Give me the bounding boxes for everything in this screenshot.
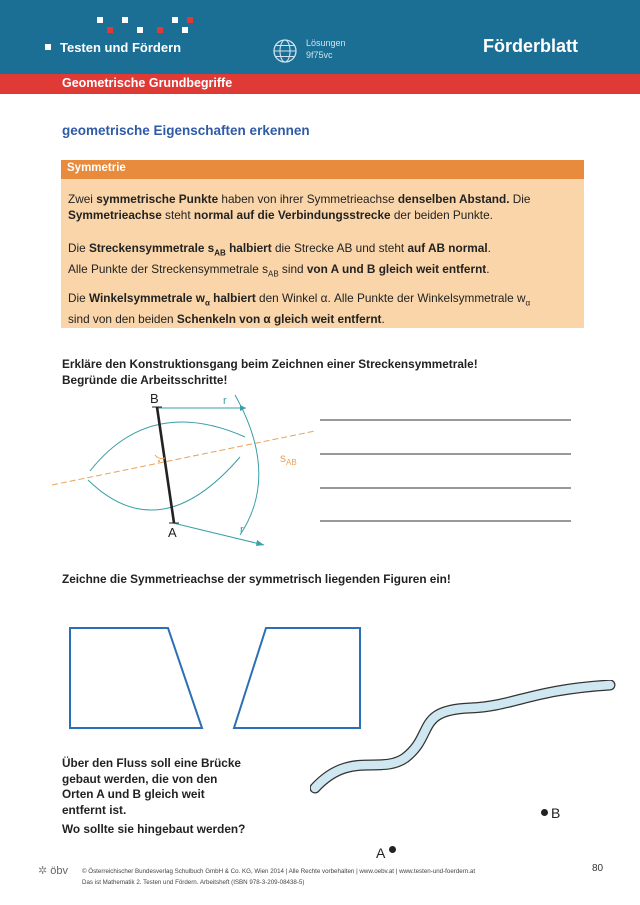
task-3-line: Über den Fluss soll eine Brücke <box>62 756 241 770</box>
trapezoid-left <box>70 628 202 728</box>
task-3-line: Orten A und B gleich weit <box>62 787 205 801</box>
info-paragraph-1: Zwei symmetrische Punkte haben von ihrer Symmetrieachse denselben Abstand. Die Symmetrieachse steht normal auf die Verbindungsstrecke der beiden Punkte. <box>68 192 531 222</box>
task-1-instructions <box>62 356 582 388</box>
river-bank <box>315 685 610 788</box>
footer-isbn: Das ist Mathematik 2. Testen und Fördern. Arbeitsheft (ISBN 978-3-209-08438-5) <box>82 879 305 886</box>
label-s: $s_{AB}$ <box>280 451 297 467</box>
info-paragraph-2: Die Streckensymmetrale $s_{AB}$ halbiert die Strecke AB und steht auf AB normal. Alle Punkte der Streckensymmetrale $s_{AB}$ sind von A und B gleich weit entfernt. <box>68 241 491 279</box>
label-point-a: A <box>376 845 386 861</box>
footer-copyright: © Österreichischer Bundesverlag Schulbuch GmbH & Co. KG, Wien 2014 | Alle Rechte vorbehalten | www.oebv.at | www.testen-und-foerdern.at <box>82 868 476 875</box>
section-label: Geometrische Grundbegriffe <box>62 76 233 90</box>
logo-square <box>187 17 193 23</box>
logo-square <box>45 44 51 50</box>
arrowhead <box>256 540 264 546</box>
info-paragraph-3: Die Winkelsymmetrale $w_\alpha$ halbiert den Winkel α. Alle Punkte der Winkelsymmetrale $w_\alpha$ sind von den beiden Schenkeln von α gleich weit entfernt. <box>68 291 531 327</box>
page-number: 80 <box>592 863 604 874</box>
arc-around-b-left <box>88 457 240 510</box>
publisher-logo <box>38 864 68 877</box>
label-r-top: r <box>223 395 227 407</box>
point-b <box>541 809 548 816</box>
point-a <box>389 846 396 853</box>
logo-square <box>122 17 128 23</box>
info-box-title: Symmetrie <box>67 162 126 174</box>
logo-square <box>137 27 143 33</box>
radius-line-a <box>173 523 264 545</box>
topic-heading: geometrische Eigenschaften erkennen <box>62 123 310 138</box>
label-r-bottom: r <box>240 524 244 536</box>
publisher-logo-text: öbv <box>50 865 69 877</box>
segment-ab <box>157 407 174 523</box>
river-water <box>315 685 610 788</box>
arc-around-a <box>90 422 245 471</box>
logo-square <box>97 17 103 23</box>
task-1-line-1: Erkläre den Konstruktionsgang beim Zeichnen einer Streckensymmetrale! <box>62 357 478 371</box>
bisector-line <box>52 431 315 485</box>
right-angle-dot <box>158 460 160 462</box>
task-3-instructions <box>62 756 282 818</box>
task-3-question: Wo sollte sie hingebaut werden? <box>62 822 246 836</box>
task-3-line: gebaut werden, die von den <box>62 771 218 786</box>
label-point-b: B <box>551 805 561 821</box>
sun-icon: ✲ <box>38 865 48 877</box>
solutions-code[interactable]: 9f75vc <box>306 50 333 60</box>
task-1-line-2: Begründe die Arbeitsschritte! <box>62 373 228 387</box>
brand-name: Testen und Fördern <box>60 40 182 55</box>
task-3-line: entfernt ist. <box>62 802 127 817</box>
logo-square <box>157 27 163 33</box>
label-a: A <box>168 525 177 540</box>
info-box-header <box>61 160 584 179</box>
perpendicular-bisector-construction <box>40 385 320 550</box>
river-drawing <box>310 680 640 800</box>
globe-icon[interactable] <box>272 38 298 64</box>
logo-square <box>107 27 113 33</box>
arc-around-b-right <box>235 395 259 535</box>
task-2-instructions: Zeichne die Symmetrieachse der symmetrisch liegenden Figuren ein! <box>62 572 451 586</box>
solutions-label: Lösungen <box>306 38 346 48</box>
logo-square <box>172 17 178 23</box>
answer-lines[interactable] <box>318 410 573 530</box>
label-b: B <box>150 391 159 406</box>
logo-square <box>182 27 188 33</box>
sheet-title: Förderblatt <box>482 36 578 56</box>
